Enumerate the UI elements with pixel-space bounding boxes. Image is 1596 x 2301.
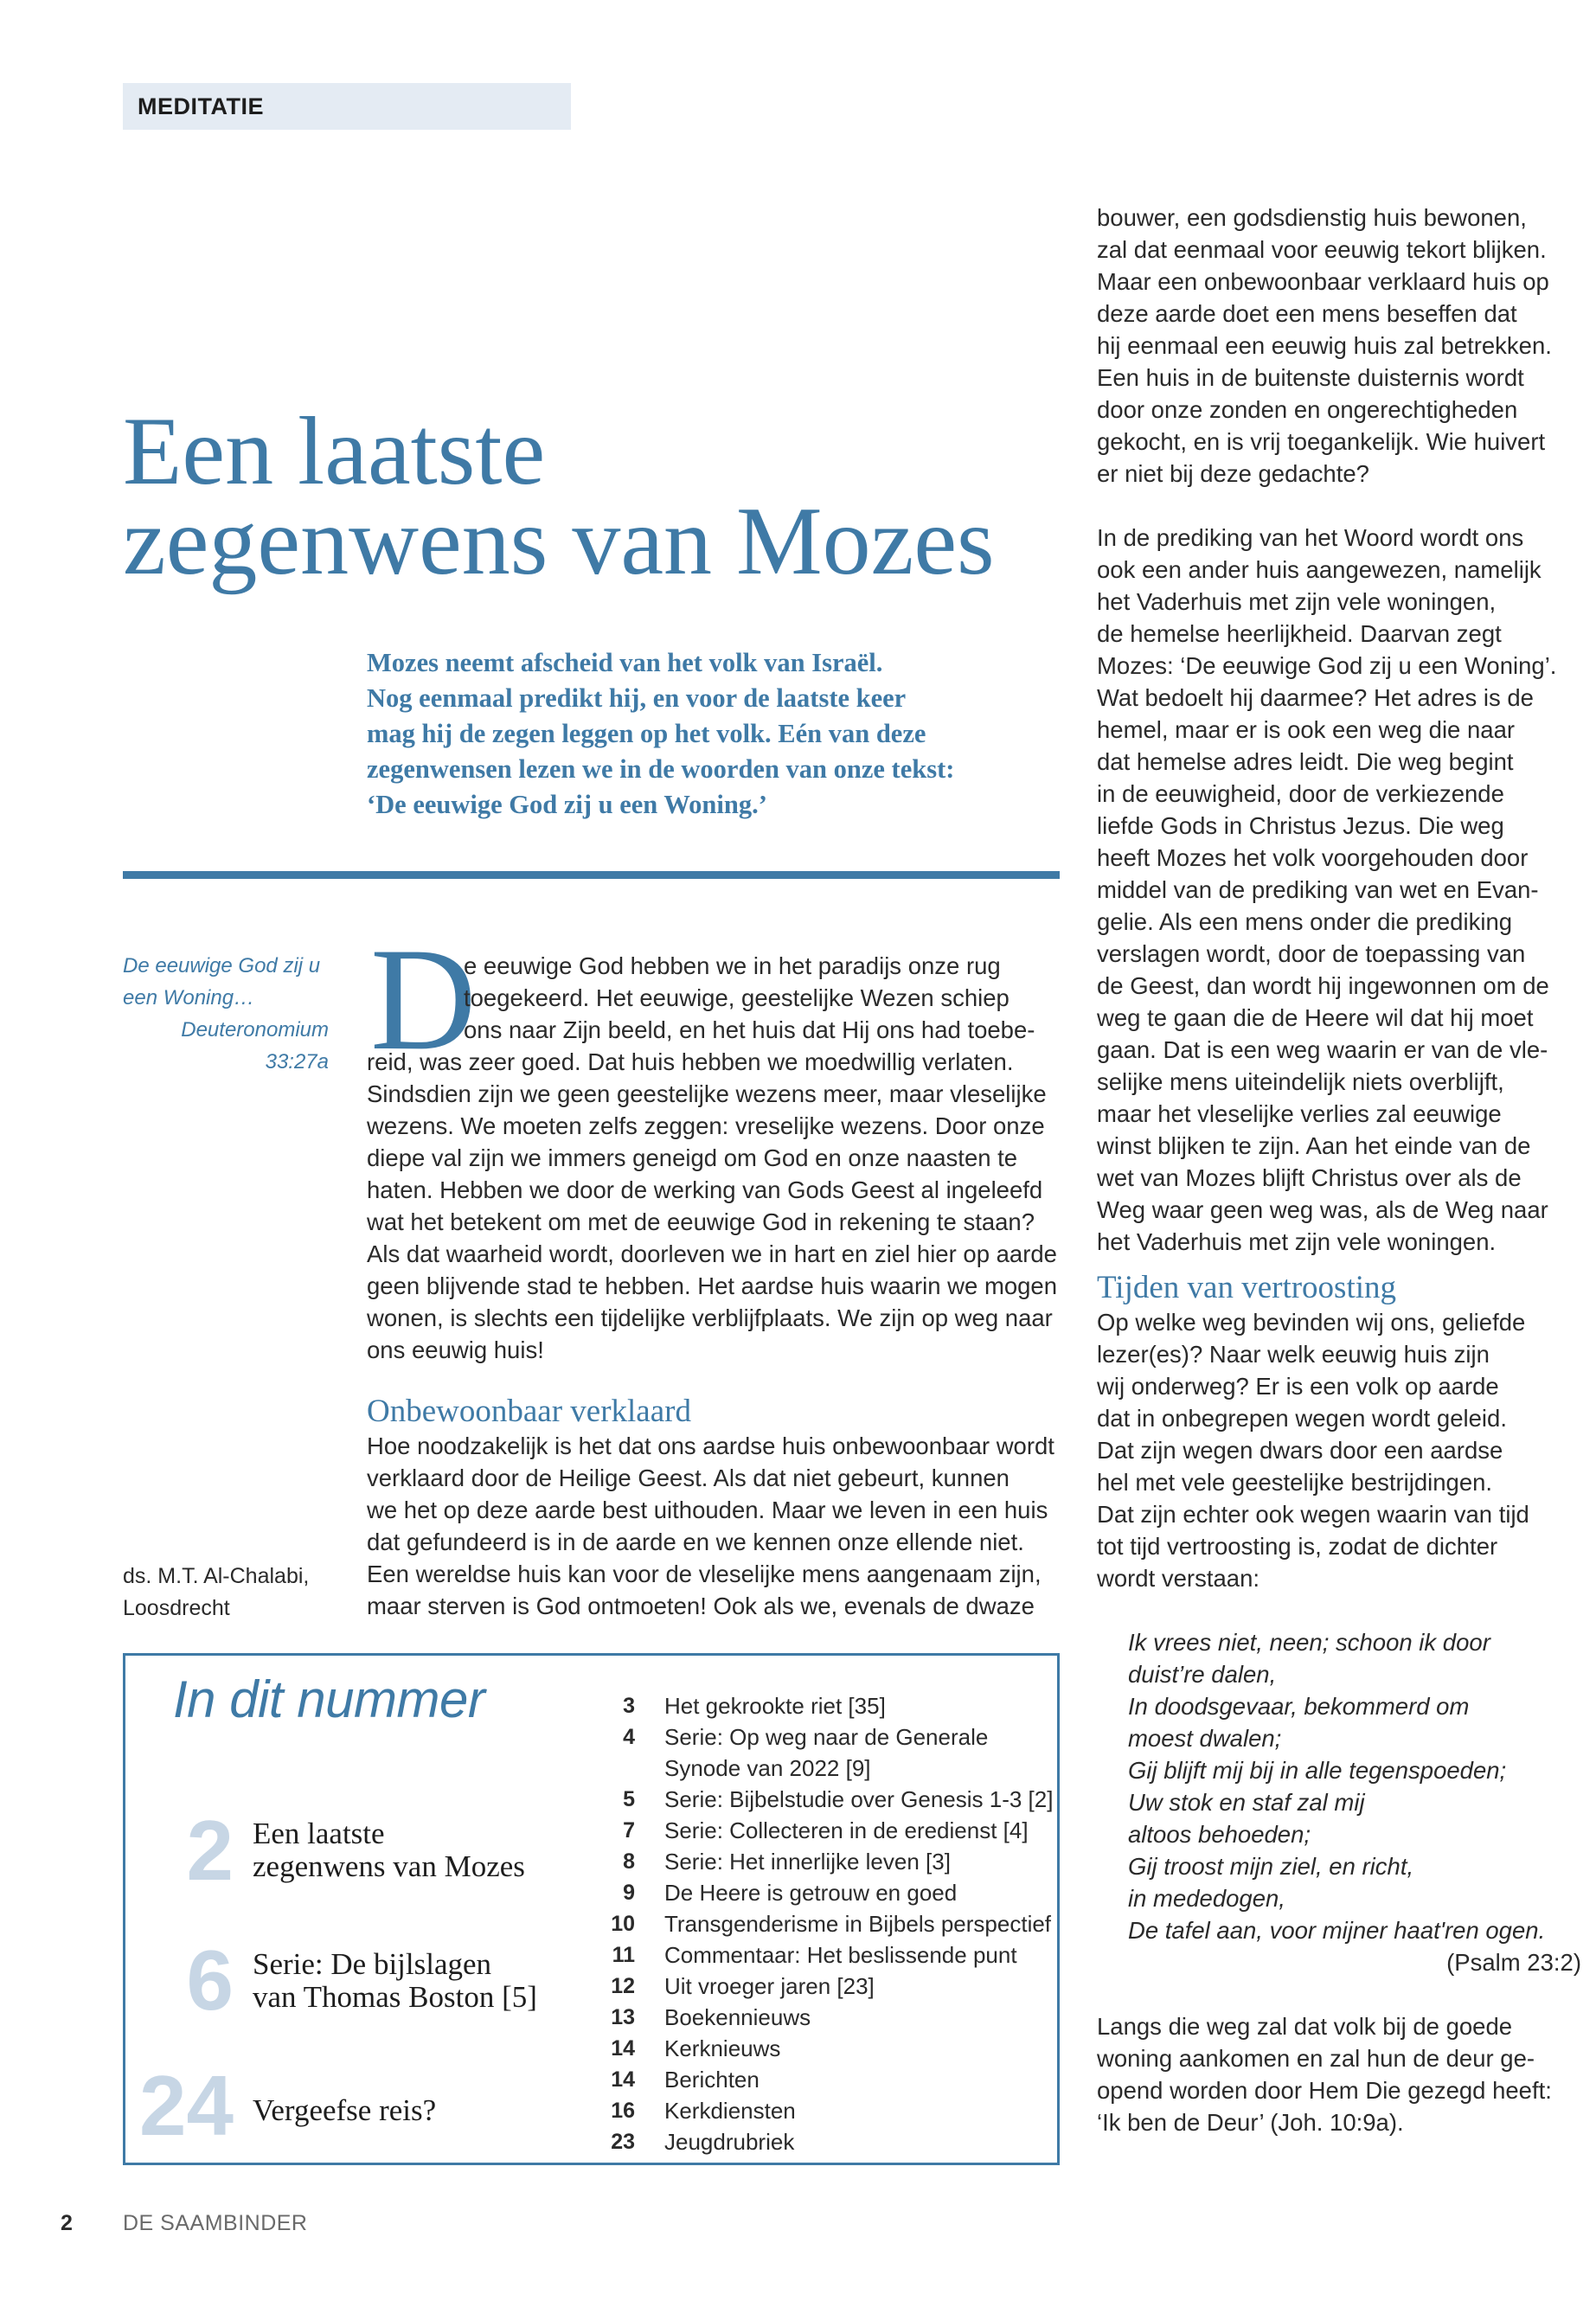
body-line: ons eeuwig huis! (367, 1336, 544, 1363)
toc-label: Transgenderisme in Bijbels perspectief (664, 1911, 1052, 1937)
body-line: hij eenmaal een eeuwig huis zal betrekken. (1097, 332, 1552, 359)
body-line: Weg waar geen weg was, als de Weg naar (1097, 1196, 1548, 1223)
body-line: hel met vele geestelijke bestrijdingen. (1097, 1469, 1493, 1496)
toc-item[interactable] (588, 2002, 1055, 2033)
toc-item[interactable] (588, 1784, 1055, 1815)
featured-page-number: 6 (186, 1932, 234, 2028)
body-line: haten. Hebben we door de werking van Gods Geest al ingeleefd (367, 1176, 1043, 1203)
toc-page: 13 (611, 2005, 635, 2029)
author-line: Loosdrecht (123, 1596, 230, 1620)
body-line: gekocht, en is vrij toegankelijk. Wie huivert (1097, 428, 1546, 455)
toc-item[interactable] (588, 1815, 1055, 1846)
toc-page: 5 (623, 1787, 635, 1811)
verse-reference: 33:27a (265, 1050, 329, 1074)
body-line: de Geest, dan wordt hij ingewonnen om de (1097, 972, 1549, 999)
article-column-2 (1097, 202, 1581, 2138)
toc-label: Serie: Op weg naar de Generale (664, 1724, 989, 1750)
toc-label: Het gekrookte riet [35] (664, 1693, 886, 1719)
body-line: Langs die weg zal dat volk bij de goede (1097, 2013, 1513, 2040)
body-line: selijke mens uiteindelijk niets overblijft, (1097, 1068, 1504, 1095)
subheading: Tijden van vertroosting (1097, 1270, 1397, 1305)
poem-line: Gij blijft mij bij in alle tegenspoeden; (1128, 1757, 1507, 1784)
psalm-quote (1097, 1626, 1581, 1978)
featured-item[interactable] (253, 2094, 436, 2127)
body-line: wonen, is slechts een tijdelijke verblijfplaats. We zijn op weg naar (367, 1304, 1053, 1331)
footer-page-number: 2 (61, 2211, 73, 2235)
body-line: hemel, maar er is ook een weg die naar (1097, 716, 1516, 743)
title-line: zegenwens van Mozes (123, 488, 995, 595)
in-this-issue-heading: In dit nummer (173, 1670, 485, 1728)
body-line: door onze zonden en ongerechtigheden (1097, 396, 1518, 423)
toc-label: Jeugdrubriek (664, 2129, 795, 2155)
body-line: verslagen wordt, door de toepassing van (1097, 940, 1526, 967)
poem-line: altoos behoeden; (1128, 1821, 1311, 1848)
table-of-contents (588, 1690, 1055, 2157)
body-line: reid, was zeer goed. Dat huis hebben we moedwillig verlaten. (367, 1048, 1014, 1075)
toc-page: 16 (611, 2099, 635, 2123)
body-line: lezer(es)? Naar welk eeuwig huis zijn (1097, 1341, 1490, 1368)
poem-reference: (Psalm 23:2) (1446, 1949, 1581, 1976)
body-line: ook een ander huis aangewezen, namelijk (1097, 556, 1542, 583)
body-line: wij onderweg? Er is een volk op aarde (1097, 1373, 1499, 1400)
body-line: dat hemelse adres leidt. Die weg begint (1097, 748, 1514, 775)
body-line: dat gefundeerd is in de aarde en we kennen onze ellende niet. (367, 1529, 1024, 1555)
poem-line: in mededogen, (1128, 1885, 1285, 1912)
body-line: liefde Gods in Christus Jezus. Die weg (1097, 812, 1504, 839)
drop-cap: D (370, 918, 477, 1080)
featured-page-number: 24 (138, 2058, 234, 2153)
body-line: we het op deze aarde best uithouden. Maar we leven in een huis (367, 1497, 1048, 1523)
body-line: wezens. We moeten zelfs zeggen: vreselijke wezens. Door onze (367, 1112, 1045, 1139)
toc-item[interactable] (588, 1908, 1055, 1939)
body-line: winst blijken te zijn. Aan het einde van de (1097, 1132, 1531, 1159)
body-line: heeft Mozes het volk voorgehouden door (1097, 844, 1529, 871)
author-credit (123, 1561, 339, 1625)
body-line: opend worden door Hem Die gezegd heeft: (1097, 2077, 1552, 2104)
toc-label: De Heere is getrouw en goed (664, 1880, 958, 1906)
author-line: ds. M.T. Al-Chalabi, (123, 1564, 310, 1588)
toc-page: 7 (623, 1818, 635, 1843)
body-line: de hemelse heerlijkheid. Daarvan zegt (1097, 620, 1502, 647)
featured-item[interactable] (253, 1817, 525, 1883)
body-line: het Vaderhuis met zijn vele woningen, (1097, 588, 1497, 615)
poem-line: De tafel aan, voor mijner haat'ren ogen. (1128, 1917, 1546, 1944)
toc-item[interactable] (588, 1690, 1055, 1721)
toc-page: 10 (611, 1912, 635, 1936)
toc-page: 23 (611, 2130, 635, 2154)
body-line: Een wereldse huis kan voor de vleselijke mens aangenaam zijn, (367, 1561, 1042, 1587)
body-line: dat in onbegrepen wegen wordt geleid. (1097, 1405, 1507, 1432)
toc-item[interactable] (588, 1971, 1055, 2002)
toc-label: Synode van 2022 [9] (664, 1755, 871, 1781)
featured-item-line: zegenwens van Mozes (253, 1849, 525, 1883)
toc-item[interactable] (588, 2064, 1055, 2095)
poem-line: Uw stok en staf zal mij (1128, 1789, 1365, 1816)
body-line: het Vaderhuis met zijn vele woningen. (1097, 1228, 1497, 1255)
body-line: wat het betekent om met de eeuwige God in rekening te staan? (367, 1208, 1035, 1235)
toc-item[interactable] (588, 1877, 1055, 1908)
lead-line: Nog eenmaal predikt hij, en voor de laatste keer (367, 683, 907, 713)
body-line: woning aankomen en zal hun de deur ge- (1097, 2045, 1535, 2072)
poem-line: Ik vrees niet, neen; schoon ik door (1128, 1629, 1490, 1656)
article-column-1 (367, 950, 1059, 1366)
body-line: wet van Mozes blijft Christus over als de (1097, 1164, 1522, 1191)
toc-page (588, 1753, 635, 1784)
toc-page: 11 (612, 1943, 635, 1967)
toc-page: 14 (611, 2067, 635, 2092)
lead-paragraph (367, 645, 1076, 823)
body-line: Dat zijn echter ook wegen waarin van tijd (1097, 1501, 1529, 1528)
lead-line: zegenwensen lezen we in de woorden van onze tekst: (367, 754, 955, 784)
poem-line: moest dwalen; (1128, 1725, 1282, 1752)
verse-line: De eeuwige God zij u (123, 954, 321, 977)
body-line: middel van de prediking van wet en Evan- (1097, 876, 1539, 903)
featured-item[interactable] (253, 1948, 537, 2014)
body-line: bouwer, een godsdienstig huis bewonen, (1097, 204, 1527, 231)
toc-label: Uit vroeger jaren [23] (664, 1973, 875, 1999)
lead-line: mag hij de zegen leggen op het volk. Eén van deze (367, 719, 926, 748)
toc-item[interactable] (588, 2095, 1055, 2126)
body-line: In de prediking van het Woord wordt ons (1097, 524, 1524, 551)
article-column-1-continued (367, 1394, 1059, 1622)
article-title (123, 398, 1083, 595)
toc-label: Berichten (664, 2067, 760, 2093)
body-line: deze aarde doet een mens beseffen dat (1097, 300, 1517, 327)
body-line: verklaard door de Heilige Geest. Als dat niet gebeurt, kunnen (367, 1465, 1010, 1491)
toc-label: Commentaar: Het beslissende punt (664, 1942, 1017, 1968)
scripture-verse (123, 950, 329, 1078)
title-line: Een laatste (123, 398, 546, 505)
poem-line: In doodsgevaar, bekommerd om (1128, 1693, 1470, 1720)
featured-item-line: Serie: De bijlslagen (253, 1947, 492, 1981)
toc-label: Serie: Het innerlijke leven [3] (664, 1849, 951, 1875)
lead-line: Mozes neemt afscheid van het volk van Israël. (367, 648, 883, 677)
featured-page-number: 2 (186, 1803, 234, 1898)
featured-item-line: Een laatste (253, 1817, 385, 1850)
body-line: gelie. Als een mens onder die prediking (1097, 908, 1513, 935)
body-line: weg te gaan die de Heere wil dat hij moet (1097, 1004, 1534, 1031)
toc-item[interactable] (588, 1939, 1055, 1971)
body-line: tot tijd vertroosting is, zodat de dichter (1097, 1533, 1498, 1560)
poem-line: Gij troost mijn ziel, en richt, (1128, 1853, 1414, 1880)
body-line: Sindsdien zijn we geen geestelijke wezens meer, maar vleselijke (367, 1080, 1047, 1107)
body-line: maar sterven is God ontmoeten! Ook als we, evenals de dwaze (367, 1593, 1035, 1619)
body-line: e eeuwige God hebben we in het paradijs onze rug (464, 952, 1001, 979)
body-line: Een huis in de buitenste duisternis wordt (1097, 364, 1524, 391)
body-line: in de eeuwigheid, door de verkiezende (1097, 780, 1504, 807)
toc-label: Serie: Bijbelstudie over Genesis 1-3 [2] (664, 1786, 1054, 1812)
lead-line: ‘De eeuwige God zij u een Woning.’ (367, 790, 767, 819)
subheading: Onbewoonbaar verklaard (367, 1394, 691, 1429)
body-line: ons naar Zijn beeld, en het huis dat Hij ons had toebe- (464, 1016, 1035, 1043)
featured-item-line: van Thomas Boston [5] (253, 1980, 537, 2014)
featured-item-line: Vergeefse reis? (253, 2093, 437, 2127)
poem-line: duist’re dalen, (1128, 1661, 1277, 1688)
body-line: ‘Ik ben de Deur’ (Joh. 10:9a). (1097, 2109, 1404, 2136)
body-line: er niet bij deze gedachte? (1097, 460, 1369, 487)
toc-label: Kerkdiensten (664, 2098, 796, 2124)
body-line: zal dat eenmaal voor eeuwig tekort blijken. (1097, 236, 1547, 263)
body-line: maar het vleselijke verlies zal eeuwige (1097, 1100, 1502, 1127)
body-line: wordt verstaan: (1097, 1565, 1260, 1592)
toc-page: 12 (611, 1974, 635, 1998)
body-line: Dat zijn wegen dwars door een aardse (1097, 1437, 1503, 1464)
toc-page: 8 (623, 1849, 635, 1874)
footer-publication: DE SAAMBINDER (123, 2211, 308, 2235)
divider-rule (123, 871, 1060, 879)
body-line: Op welke weg bevinden wij ons, geliefde (1097, 1309, 1526, 1336)
toc-item[interactable] (588, 2126, 1055, 2157)
body-line: Als dat waarheid wordt, doorleven we in hart en ziel hier op aarde (367, 1240, 1057, 1267)
verse-line: een Woning… (123, 986, 255, 1009)
toc-page: 3 (623, 1694, 635, 1718)
toc-label: Boekennieuws (664, 2004, 811, 2030)
toc-page: 9 (623, 1881, 635, 1905)
toc-label: Serie: Collecteren in de eredienst [4] (664, 1817, 1029, 1843)
body-line: Wat bedoelt hij daarmee? Het adres is de (1097, 684, 1534, 711)
body-line: Hoe noodzakelijk is het dat ons aardse huis onbewoonbaar wordt (367, 1433, 1054, 1459)
body-line: gaan. Dat is een weg waarin er van de vle- (1097, 1036, 1548, 1063)
toc-item[interactable] (588, 1721, 1055, 1753)
body-line: Mozes: ‘De eeuwige God zij u een Woning’. (1097, 652, 1557, 679)
toc-label: Kerknieuws (664, 2035, 781, 2061)
section-tag: MEDITATIE (123, 83, 571, 130)
body-line: diepe val zijn we immers geneigd om God en onze naasten te (367, 1144, 1018, 1171)
toc-page: 4 (623, 1725, 635, 1749)
toc-item[interactable] (588, 1753, 1055, 1784)
verse-reference: Deuteronomium (181, 1018, 329, 1042)
toc-page: 14 (611, 2036, 635, 2061)
body-line: geen blijvende stad te hebben. Het aardse huis waarin we mogen (367, 1272, 1058, 1299)
body-line: Maar een onbewoonbaar verklaard huis op (1097, 268, 1549, 295)
toc-item[interactable] (588, 2033, 1055, 2064)
body-line: toegekeerd. Het eeuwige, geestelijke Wezen schiep (464, 984, 1010, 1011)
toc-item[interactable] (588, 1846, 1055, 1877)
